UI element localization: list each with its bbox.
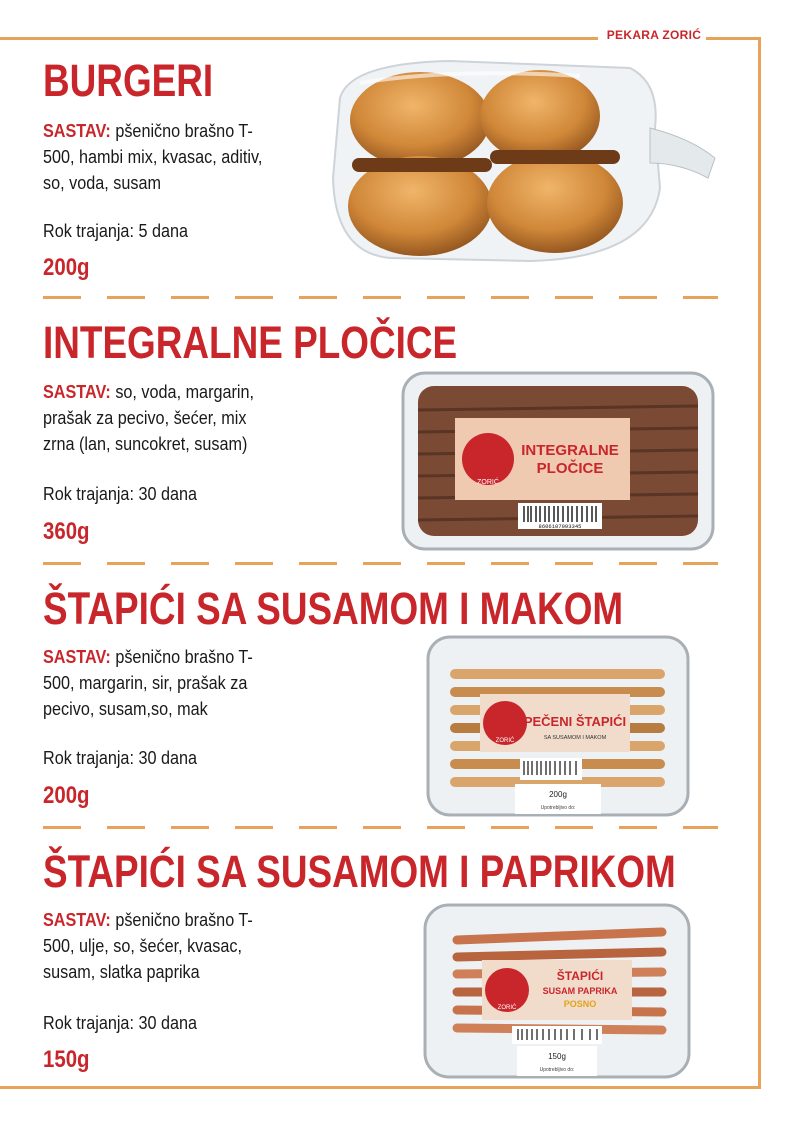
pack-logo: ZORIĆ [477,479,499,486]
crackers-box-photo [400,370,716,552]
frame-top-line [0,37,598,40]
section-divider [43,296,718,299]
pack-weight: 200g [549,790,567,799]
frame-bottom-line [0,1086,761,1089]
pack-note: Upotrebljivo do: [539,1067,575,1073]
pack-note: Upotrebljivo do: [540,805,576,811]
product-ingredients [43,907,277,985]
section-divider [43,826,718,829]
breadsticks-box-photo [425,634,691,818]
product-weight: 200g [43,782,90,809]
pack-subtitle: SA SUSAMOM I MAKOM [543,735,607,741]
paprika-sticks-box-photo [422,902,692,1080]
product-weight: 360g [43,518,90,545]
ingredients-text: pšenično brašno T-500, hambi mix, kvasac, aditiv, so, voda, susam [43,121,263,193]
pack-label-line1: ŠTAPIĆI [556,969,604,983]
sastav-label: SASTAV: [43,910,111,930]
product-title: INTEGRALNE PLOČICE [43,317,458,368]
pack-weight: 150g [548,1052,566,1061]
frame-right-line [758,37,761,1089]
pack-label-line2: SUSAM PAPRIKA [542,986,618,996]
pack-label: PEČENI ŠTAPIĆI [523,714,627,729]
sastav-label: SASTAV: [43,382,111,402]
frame-top-right-line [706,37,761,40]
pack-logo: ZORIĆ [495,738,515,744]
ingredients-text: pšenično brašno T-500, ulje, so, šećer, kvasac, susam, slatka paprika [43,910,253,982]
ingredients-text: so, voda, margarin, prašak za pecivo, šećer, mix zrna (lan, suncokret, susam) [43,382,254,454]
pack-label-line2: PLOČICE [536,460,604,477]
product-title: ŠTAPIĆI SA SUSAMOM I PAPRIKOM [43,846,676,897]
pack-subtitle: POSNO [563,999,597,1009]
shelf-life: Rok trajanja: 30 dana [43,484,198,504]
product-ingredients [43,379,277,457]
ingredients-text: pšenično brašno T-500, margarin, sir, prašak za pecivo, susam,so, mak [43,647,253,719]
shelf-life: Rok trajanja: 5 dana [43,221,188,241]
pack-logo: ZORIĆ [497,1005,517,1011]
shelf-life: Rok trajanja: 30 dana [43,748,198,768]
sastav-label: SASTAV: [43,121,111,141]
section-divider [43,562,718,565]
product-title: BURGERI [43,55,214,106]
pack-label-line1: INTEGRALNE [521,442,619,459]
brand-name: PEKARA ZORIĆ [606,28,702,42]
burger-buns-bag-photo [330,58,720,264]
product-weight: 150g [43,1046,90,1073]
product-title: ŠTAPIĆI SA SUSAMOM I MAKOM [43,583,624,634]
shelf-life: Rok trajanja: 30 dana [43,1013,198,1033]
product-ingredients [43,118,277,196]
pack-barcode: 8606107093345 [538,523,582,530]
product-ingredients [43,644,277,722]
sastav-label: SASTAV: [43,647,111,667]
product-weight: 200g [43,254,90,281]
